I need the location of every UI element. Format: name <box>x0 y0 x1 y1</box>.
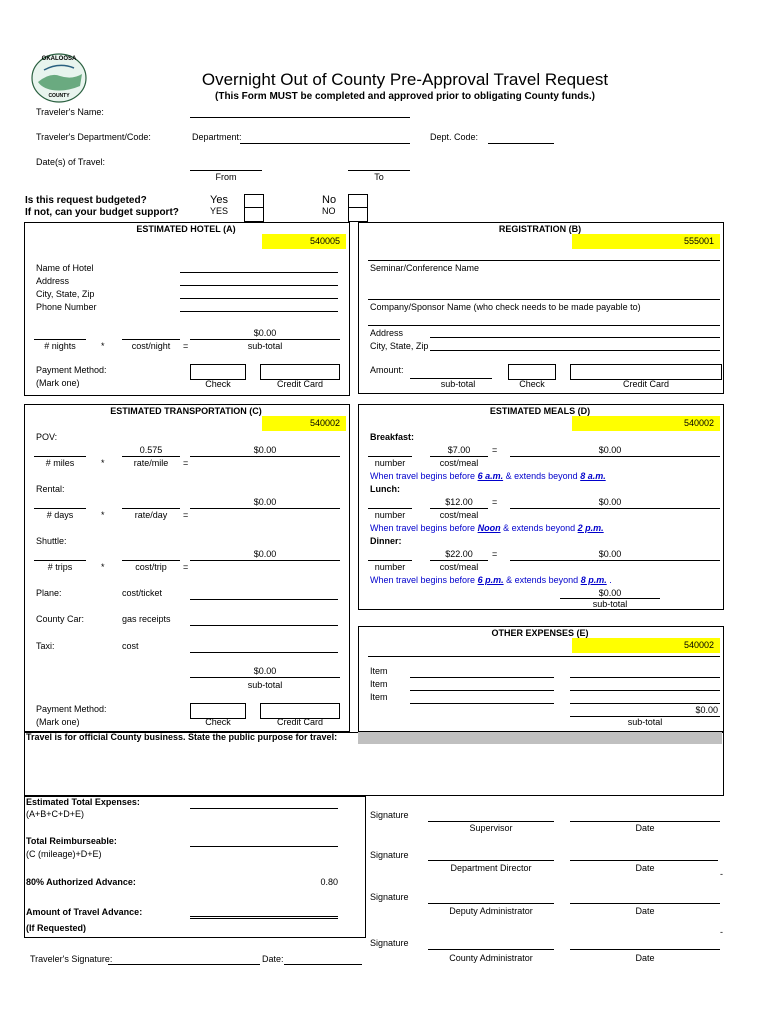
supervisor-label: Supervisor <box>469 823 513 833</box>
signature-label-2: Signature <box>370 850 409 860</box>
page-title: Overnight Out of County Pre-Approval Travel Request <box>201 70 609 89</box>
signature-label-4: Signature <box>370 938 409 948</box>
lunch-cost: $12.00 <box>445 497 473 507</box>
purpose-label: Travel is for official County business. State the public purpose for travel: <box>26 732 338 742</box>
item-field-3[interactable] <box>410 703 554 704</box>
transportation-title: ESTIMATED TRANSPORTATION (C) <box>110 406 262 416</box>
equals-sign: = <box>183 341 189 351</box>
taxi-cost-label: cost <box>122 641 139 651</box>
dinner-amount: $0.00 <box>598 549 622 559</box>
hotel-check-label: Check <box>205 379 231 389</box>
authorized-advance-label: 80% Authorized Advance: <box>26 877 136 887</box>
deputy-date-field[interactable] <box>570 903 720 904</box>
hotel-phone-field[interactable] <box>180 311 338 312</box>
dinner-equals: = <box>492 549 498 559</box>
transport-payment-label: Payment Method: <box>36 704 107 714</box>
budgeted-question: Is this request budgeted? <box>25 195 147 206</box>
registration-top-line <box>368 260 720 261</box>
cost-night-label: cost/night <box>131 341 171 351</box>
other-subtotal-label: sub-total <box>627 717 663 727</box>
lunch-note: When travel begins before Noon & extends beyond 2 p.m. <box>370 523 604 533</box>
reg-city-field[interactable] <box>430 350 720 351</box>
registration-title: REGISTRATION (B) <box>498 224 582 234</box>
director-date-field[interactable] <box>570 860 718 861</box>
times-sign-miles: * <box>101 458 105 468</box>
logo-bottom-text: COUNTY <box>48 93 70 99</box>
plane-label: Plane: <box>36 588 62 598</box>
admin-label: County Administrator <box>449 953 533 963</box>
cost-trip-label: cost/trip <box>135 562 167 572</box>
lunch-amount-line <box>510 508 720 509</box>
transport-check-label: Check <box>205 717 231 727</box>
reg-address-label: Address <box>370 328 404 338</box>
company-label: Company/Sponsor Name (who check needs to be made payable to) <box>370 302 641 312</box>
hotel-title: ESTIMATED HOTEL (A) <box>136 224 236 234</box>
hotel-city-label: City, State, Zip <box>36 289 95 299</box>
county-car-field[interactable] <box>190 625 338 626</box>
dash-1: - <box>720 869 723 879</box>
transport-subtotal-label: sub-total <box>247 680 283 690</box>
lunch-label: Lunch: <box>370 484 400 494</box>
plane-field[interactable] <box>190 599 338 600</box>
dinner-number-field[interactable] <box>368 560 412 561</box>
traveler-signature-field[interactable] <box>108 964 260 965</box>
dinner-cost-line <box>430 560 488 561</box>
hotel-name-field[interactable] <box>180 272 338 273</box>
traveler-date-field[interactable] <box>284 964 362 965</box>
seminar-field[interactable] <box>368 299 720 300</box>
lunch-amount: $0.00 <box>598 497 622 507</box>
no-label-2: NO <box>322 206 336 216</box>
meals-total: $0.00 <box>598 588 622 598</box>
lunch-equals: = <box>492 497 498 507</box>
item-amount-2[interactable] <box>570 690 720 691</box>
times-sign-trips: * <box>101 562 105 572</box>
department-code-label: Traveler's Department/Code: <box>36 132 151 142</box>
lunch-cost-line <box>430 508 488 509</box>
pov-label: POV: <box>36 432 58 442</box>
breakfast-amount-line <box>510 456 720 457</box>
rate-day-label: rate/day <box>134 510 168 520</box>
days-label: # days <box>46 510 74 520</box>
hotel-payment-label: Payment Method: <box>36 365 107 375</box>
reg-credit-option[interactable] <box>570 364 722 380</box>
hotel-address-field[interactable] <box>180 285 338 286</box>
hotel-credit-label: Credit Card <box>276 379 323 389</box>
breakfast-equals: = <box>492 445 498 455</box>
budget-support-question: If not, can your budget support? <box>25 207 179 218</box>
item-label-1: Item <box>370 666 388 676</box>
nights-label: # nights <box>44 341 76 351</box>
hotel-cost-field[interactable] <box>122 339 180 340</box>
director-label: Department Director <box>450 863 532 873</box>
lunch-number-field[interactable] <box>368 508 412 509</box>
transport-mark-label: (Mark one) <box>36 717 80 727</box>
hotel-code: 540005 <box>262 234 346 249</box>
transport-total-line <box>190 677 340 678</box>
supervisor-date-label: Date <box>635 823 655 833</box>
equals-sign-miles: = <box>183 458 189 468</box>
hotel-credit-option[interactable] <box>260 364 340 380</box>
breakfast-cost-line <box>430 456 488 457</box>
dept-code-label: Dept. Code: <box>430 132 479 142</box>
item-label-3: Item <box>370 692 388 702</box>
reg-city-label: City, State, Zip <box>370 341 429 351</box>
times-sign-days: * <box>101 510 105 520</box>
dept-code-field[interactable] <box>488 143 554 144</box>
equals-sign-days: = <box>183 510 189 520</box>
breakfast-note: When travel begins before 6 a.m. & extends beyond 8 a.m. <box>370 471 606 481</box>
supervisor-date-field[interactable] <box>570 821 720 822</box>
trips-label: # trips <box>47 562 73 572</box>
yes-label: Yes <box>210 194 228 206</box>
pov-amount-line <box>190 456 340 457</box>
transport-credit-label: Credit Card <box>276 717 323 727</box>
breakfast-label: Breakfast: <box>370 432 415 442</box>
item-label-2: Item <box>370 679 388 689</box>
breakfast-amount: $0.00 <box>598 445 622 455</box>
lunch-cost-meal-label: cost/meal <box>439 510 479 520</box>
meals-subtotal-label: sub-total <box>592 599 628 609</box>
yes-label-2: YES <box>210 206 229 216</box>
reg-check-option[interactable] <box>508 364 556 380</box>
dinner-note: When travel begins before 6 p.m. & extends beyond 8 p.m. . <box>370 575 612 585</box>
county-car-label: County Car: <box>36 614 85 624</box>
authorized-advance-value: 0.80 <box>320 877 338 887</box>
reg-check-label: Check <box>519 379 545 389</box>
shuttle-amount-line <box>190 560 340 561</box>
rental-amount-line <box>190 508 340 509</box>
signature-label-1: Signature <box>370 810 409 820</box>
admin-signature-field[interactable] <box>428 949 554 950</box>
rate-mile-line <box>122 456 180 457</box>
no-checkbox[interactable] <box>348 194 368 222</box>
shuttle-label: Shuttle: <box>36 536 67 546</box>
traveler-date-label: Date: <box>262 954 284 964</box>
reg-subtotal-label: sub-total <box>440 379 476 389</box>
deputy-date-label: Date <box>635 906 655 916</box>
to-label: To <box>374 172 384 182</box>
item-field-1[interactable] <box>410 677 554 678</box>
miles-label: # miles <box>45 458 75 468</box>
rental-label: Rental: <box>36 484 65 494</box>
breakfast-number-label: number <box>374 458 406 468</box>
rental-amount: $0.00 <box>253 497 277 507</box>
yes-checkbox[interactable] <box>244 194 264 222</box>
item-amount-3[interactable] <box>570 703 720 704</box>
pov-amount: $0.00 <box>253 445 277 455</box>
lunch-number-label: number <box>374 510 406 520</box>
item-field-2[interactable] <box>410 690 554 691</box>
dinner-number-label: number <box>374 562 406 572</box>
trips-field[interactable] <box>34 560 86 561</box>
dinner-cost-meal-label: cost/meal <box>439 562 479 572</box>
dash-2: - <box>720 927 723 937</box>
to-date-field[interactable] <box>348 170 410 171</box>
reg-credit-label: Credit Card <box>622 379 669 389</box>
hotel-name-label: Name of Hotel <box>36 263 94 273</box>
deputy-signature-field[interactable] <box>428 903 554 904</box>
hotel-subtotal-line <box>190 339 340 340</box>
gas-receipts-label: gas receipts <box>122 614 171 624</box>
days-field[interactable] <box>34 508 86 509</box>
admin-date-label: Date <box>635 953 655 963</box>
reg-address-field[interactable] <box>430 337 720 338</box>
estimated-total-label: Estimated Total Expenses: <box>26 797 140 807</box>
cost-ticket-label: cost/ticket <box>122 588 163 598</box>
page-subtitle: (This Form MUST be completed and approved prior to obligating County funds.) <box>215 91 595 102</box>
from-date-field[interactable] <box>190 170 262 171</box>
equals-sign-trips: = <box>183 562 189 572</box>
director-signature-field[interactable] <box>428 860 554 861</box>
director-date-label: Date <box>635 863 655 873</box>
purpose-shading <box>358 732 722 744</box>
travel-advance-note: (If Requested) <box>26 923 87 933</box>
traveler-signature-label: Traveler's Signature: <box>30 954 113 964</box>
signature-label-3: Signature <box>370 892 409 902</box>
travel-dates-label: Date(s) of Travel: <box>36 157 106 167</box>
meals-title: ESTIMATED MEALS (D) <box>489 406 591 416</box>
hotel-city-field[interactable] <box>180 298 338 299</box>
hotel-subtotal-label: sub-total <box>247 341 283 351</box>
hotel-address-label: Address <box>36 276 70 286</box>
hotel-phone-label: Phone Number <box>36 302 97 312</box>
logo-top-text: OKALOOSA <box>41 56 77 62</box>
travelers-name-field[interactable] <box>190 117 410 118</box>
times-sign: * <box>101 341 105 351</box>
shuttle-amount: $0.00 <box>253 549 277 559</box>
department-label: Department: <box>192 132 242 142</box>
dinner-label: Dinner: <box>370 536 402 546</box>
taxi-field[interactable] <box>190 652 338 653</box>
from-label: From <box>215 172 237 182</box>
other-code: 540002 <box>572 638 720 653</box>
dinner-cost: $22.00 <box>445 549 473 559</box>
estimated-total-field[interactable] <box>190 808 338 809</box>
hotel-check-option[interactable] <box>190 364 246 380</box>
travelers-name-label: Traveler's Name: <box>36 107 104 117</box>
breakfast-cost-meal-label: cost/meal <box>439 458 479 468</box>
meals-code: 540002 <box>572 416 720 431</box>
hotel-mark-label: (Mark one) <box>36 378 80 388</box>
travel-advance-field[interactable] <box>190 916 338 919</box>
supervisor-signature-field[interactable] <box>428 821 554 822</box>
item-amount-1[interactable] <box>570 677 720 678</box>
company-field[interactable] <box>368 325 720 326</box>
dinner-amount-line <box>510 560 720 561</box>
travel-advance-label: Amount of Travel Advance: <box>26 907 143 917</box>
transportation-code: 540002 <box>262 416 346 431</box>
total-reimbursable-field[interactable] <box>190 846 338 847</box>
other-top-line <box>368 656 720 657</box>
deputy-label: Deputy Administrator <box>449 906 533 916</box>
admin-date-field[interactable] <box>570 949 720 950</box>
hotel-nights-field[interactable] <box>34 339 86 340</box>
miles-field[interactable] <box>34 456 86 457</box>
pov-rate: 0.575 <box>139 445 163 455</box>
hotel-amount: $0.00 <box>253 328 277 338</box>
taxi-label: Taxi: <box>36 641 55 651</box>
total-reimbursable-formula: (C (mileage)+D+E) <box>26 849 102 859</box>
department-field[interactable] <box>240 143 410 144</box>
rate-day-field[interactable] <box>122 508 180 509</box>
seminar-label: Seminar/Conference Name <box>370 263 480 273</box>
registration-code: 555001 <box>572 234 720 249</box>
other-title: OTHER EXPENSES (E) <box>491 628 589 638</box>
breakfast-number-field[interactable] <box>368 456 412 457</box>
transport-total: $0.00 <box>253 666 277 676</box>
rate-mile-label: rate/mile <box>133 458 169 468</box>
other-total: $0.00 <box>695 705 718 715</box>
reg-amount-label: Amount: <box>370 365 404 375</box>
estimated-total-formula: (A+B+C+D+E) <box>26 809 85 819</box>
total-reimbursable-label: Total Reimburseable: <box>26 836 117 846</box>
breakfast-cost: $7.00 <box>447 445 471 455</box>
no-label: No <box>322 194 337 206</box>
cost-trip-field[interactable] <box>122 560 180 561</box>
